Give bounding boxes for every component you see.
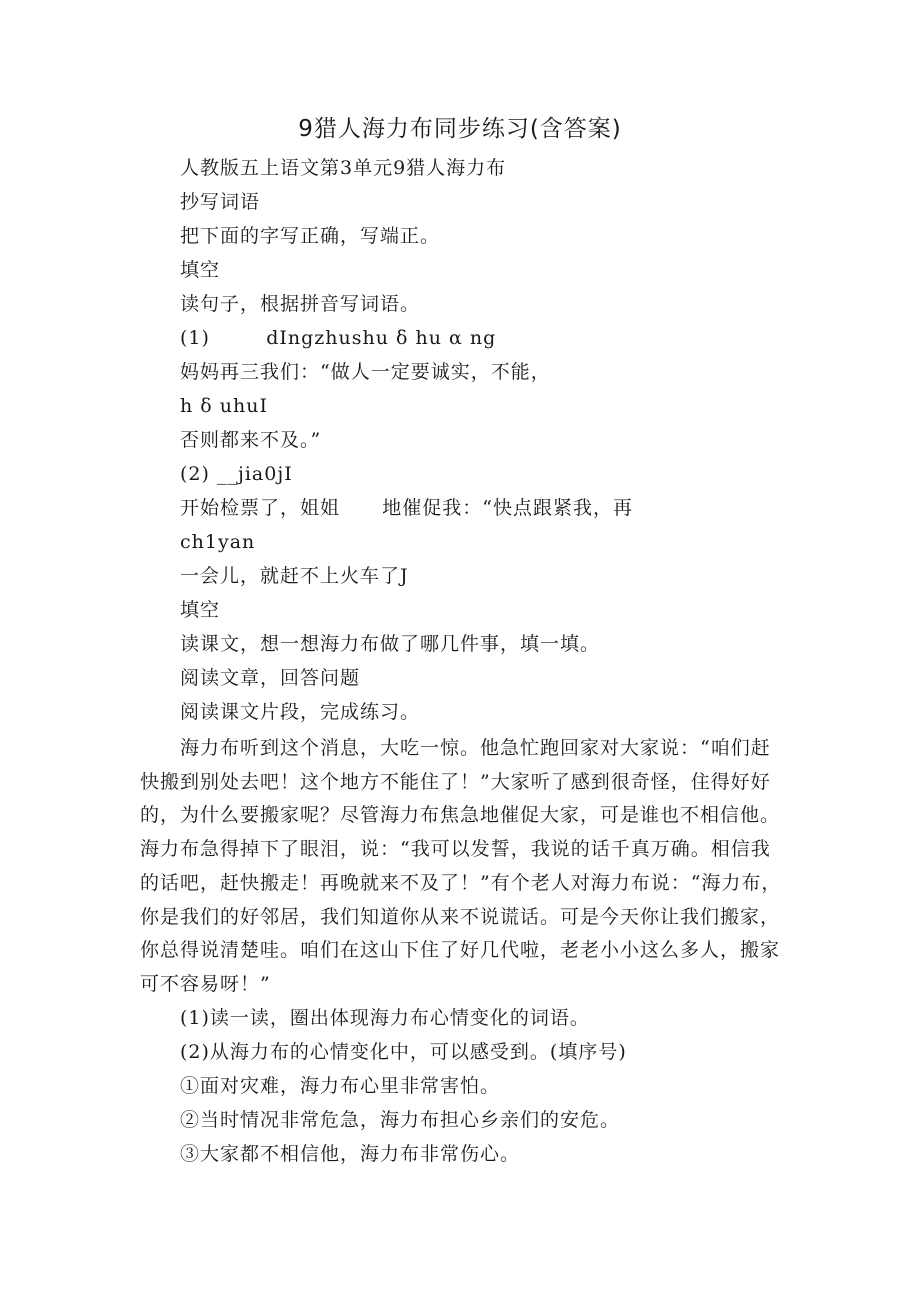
pinyin-line: ch1yan: [180, 531, 256, 553]
text-line: 一会儿，就赶不上火车了J: [180, 565, 409, 587]
text-line: 读句子，根据拼音写词语。: [180, 293, 421, 315]
option-line: ③大家都不相信他，海力布非常伤心。: [180, 1143, 521, 1165]
text-line: 读课文，想一想海力布做了哪几件事，填一填。: [180, 633, 601, 655]
text-line: 抄写词语: [180, 191, 261, 213]
passage-line: 你是我们的好邻居，我们知道你从来不说谎话。可是今天你让我们搬家，: [140, 905, 781, 928]
text-line: 把下面的字写正确，写端正。: [180, 225, 441, 247]
reading-passage: [140, 732, 800, 1002]
text-line: 阅读文章，回答问题: [180, 667, 361, 689]
pinyin-line: (1) dIngzhushu δ hu α ng: [180, 327, 497, 349]
pinyin-line: h δ uhuI: [180, 395, 268, 417]
text-line: 人教版五上语文第3单元9猎人海力布: [180, 157, 507, 179]
option-line: ①面对灾难，海力布心里非常害怕。: [180, 1075, 501, 1097]
pinyin-line: (2) __jia0jI: [180, 463, 293, 485]
question-line: (2)从海力布的心情变化中，可以感受到。(填序号): [180, 1041, 627, 1063]
text-line: 否则都来不及。”: [180, 429, 322, 451]
text-line: 阅读课文片段，完成练习。: [180, 701, 421, 723]
passage-line: 海力布急得掉下了眼泪，说：“我可以发誓，我说的话千真万确。相信我: [140, 838, 771, 861]
document-title: 9猎人海力布同步练习(含答案): [298, 116, 622, 142]
passage-line: 快搬到别处去吧！这个地方不能住了！”大家听了感到很奇怪，住得好好: [140, 770, 771, 793]
passage-line: 可不容易呀！”: [140, 972, 271, 995]
question-line: (1)读一读，圈出体现海力布心情变化的词语。: [180, 1007, 590, 1029]
passage-line: 你总得说清楚哇。咱们在这山下住了好几代啦，老老小小这么多人，搬家: [140, 939, 781, 962]
passage-line: 的话吧，赶快搬走！再晚就来不及了！”有个老人对海力布说：“海力布，: [140, 871, 782, 894]
text-line: 填空: [180, 599, 221, 621]
passage-line: 的，为什么要搬家呢？尽管海力布焦急地催促大家，可是谁也不相信他。: [140, 804, 781, 827]
text-line: 填空: [180, 259, 221, 281]
text-line: 妈妈再三我们：“做人一定要诚实，不能，: [180, 361, 551, 383]
passage-line: 海力布听到这个消息，大吃一惊。他急忙跑回家对大家说：“咱们赶: [180, 737, 771, 759]
option-line: ②当时情况非常危急，海力布担心乡亲们的安危。: [180, 1109, 621, 1131]
text-line: 开始检票了，姐姐 地催促我：“快点跟紧我，再: [180, 497, 633, 519]
